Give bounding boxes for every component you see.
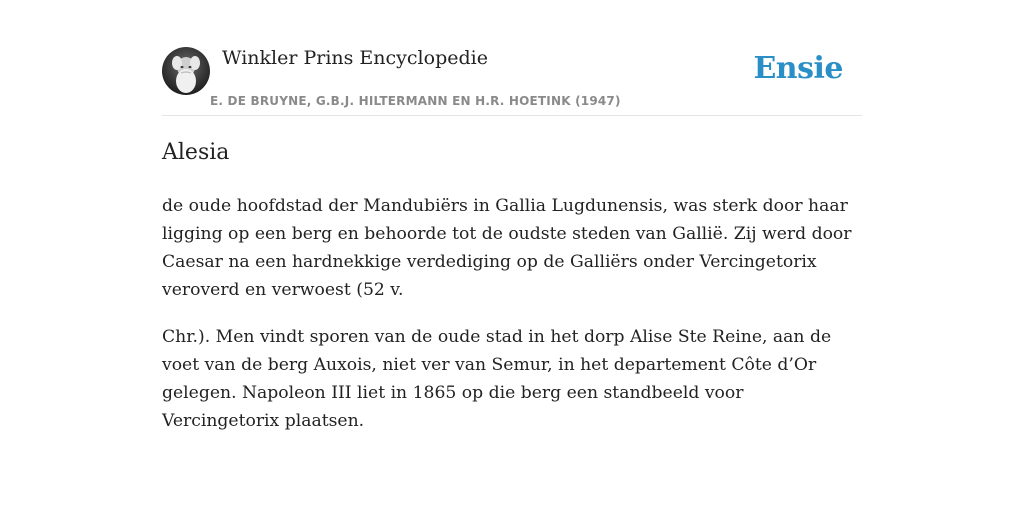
source-header	[162, 44, 862, 116]
brand-logo-link[interactable]: Ensie	[753, 51, 843, 86]
source-authors: E. DE BRUYNE, G.B.J. HILTERMANN EN H.R. HOETINK (1947)	[210, 94, 621, 108]
author-portrait-icon	[162, 47, 210, 95]
article-title: Alesia	[162, 140, 230, 165]
author-avatar[interactable]	[162, 47, 210, 95]
source-title[interactable]: Winkler Prins Encyclopedie	[222, 47, 488, 69]
article-body	[162, 192, 862, 454]
article-paragraph: de oude hoofdstad der Mandubiërs in Gallia Lugdunensis, was sterk door haar ligging op een berg en behoorde tot de oudste steden van Gallië. Zij werd door Caesar na een hardnekkige verdediging op de Galliërs onder Vercingetorix veroverd en verwoest (52 v.	[162, 196, 852, 300]
article-paragraph: Chr.). Men vindt sporen van de oude stad in het dorp Alise Ste Reine, aan de voet van de berg Auxois, niet ver van Semur, in het departement Côte d’Or gelegen. Napoleon III liet in 1865 op die berg een standbeeld voor Vercingetorix plaatsen.	[162, 327, 832, 431]
